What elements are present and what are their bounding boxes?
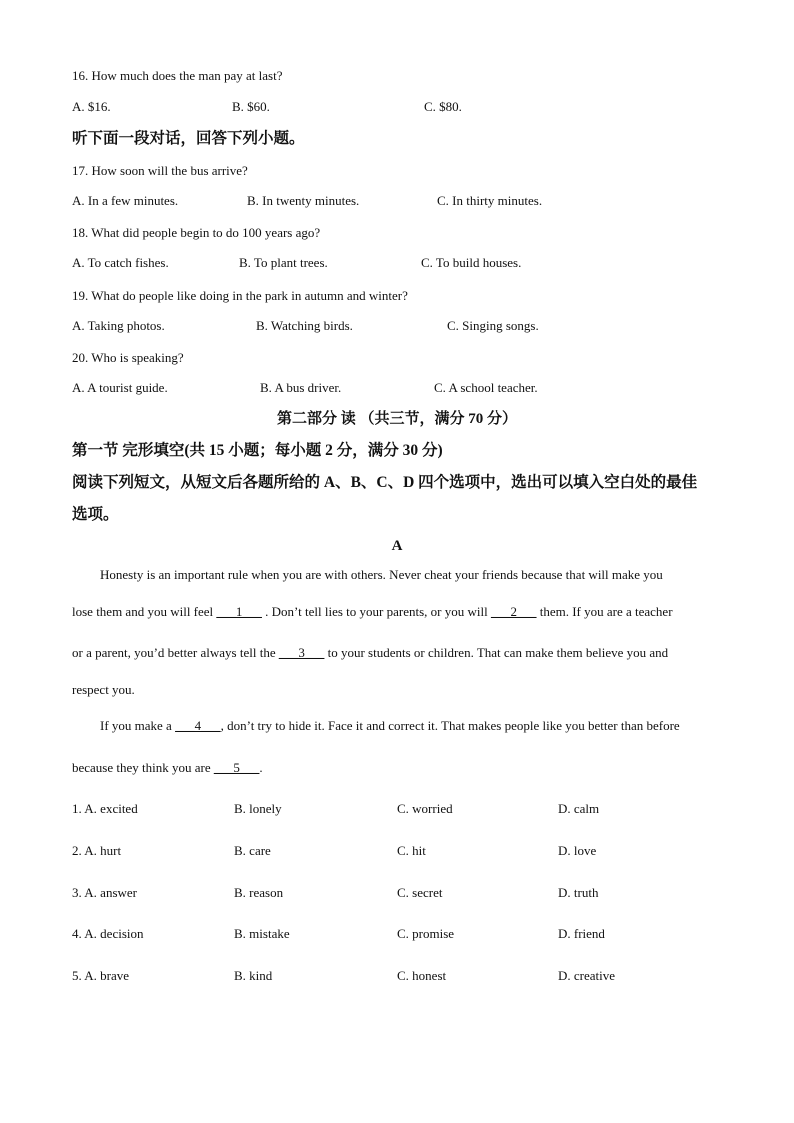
passage-text: lose them and you will feel [72, 604, 217, 619]
q16-option-b: B. $60. [232, 99, 270, 114]
blank-5: ___5___ [213, 760, 260, 775]
cloze-3-option-b: B. reason [234, 885, 284, 900]
q19-option-c: C. Singing songs. [447, 318, 539, 333]
cloze-4-option-d: D. friend [558, 926, 605, 941]
q18-option-c: C. To build houses. [421, 255, 522, 270]
cloze-4-option-a: 4. A. decision [72, 926, 144, 941]
cloze-1-option-b: B. lonely [234, 801, 282, 816]
question-17: 17. How soon will the bus arrive? [72, 163, 248, 178]
passage-line-5 [100, 718, 680, 734]
cloze-2-option-a: 2. A. hurt [72, 843, 122, 858]
q20-option-c: C. A school teacher. [434, 380, 538, 395]
passage-line-6 [72, 760, 263, 776]
cloze-1-option-a: 1. A. excited [72, 801, 138, 816]
blank-3: ___3___ [278, 645, 325, 660]
q17-option-b: B. In twenty minutes. [247, 193, 360, 208]
passage-text: . Don’t tell lies to your parents, or you will [261, 604, 491, 619]
reading-instruction-line-1: 阅读下列短文，从短文后各题所给的 A、B、C、D 四个选项中，选出可以填入空白处的最佳 [72, 474, 698, 491]
cloze-5-option-d: D. creative [558, 968, 616, 983]
cloze-1-option-c: C. worried [397, 801, 453, 816]
passage-text: If you make a [100, 718, 176, 733]
listening-instruction: 听下面一段对话，回答下列小题。 [72, 130, 305, 147]
cloze-3-option-d: D. truth [558, 885, 599, 900]
passage-line-2 [72, 604, 673, 620]
passage-label: A [391, 538, 403, 554]
cloze-2-option-c: C. hit [397, 843, 426, 858]
cloze-5-option-c: C. honest [397, 968, 447, 983]
passage-line-4: respect you. [72, 682, 135, 697]
q16-option-a: A. $16. [72, 99, 111, 114]
passage-text: . [259, 760, 263, 775]
part-title: 第二部分 读 （共三节，满分 70 分） [276, 411, 517, 427]
q19-option-b: B. Watching birds. [256, 318, 353, 333]
passage-text: because they think you are [72, 760, 214, 775]
question-16: 16. How much does the man pay at last? [72, 68, 283, 83]
q18-option-a: A. To catch fishes. [72, 255, 169, 270]
cloze-3-option-c: C. secret [397, 885, 443, 900]
passage-text: them. If you are a teacher [536, 604, 673, 619]
cloze-5-option-b: B. kind [234, 968, 273, 983]
passage-text: or a parent, you’d better always tell the [72, 645, 279, 660]
cloze-4-option-c: C. promise [397, 926, 455, 941]
q20-option-a: A. A tourist guide. [72, 380, 168, 395]
section-title: 第一节 完形填空(共 15 小题；每小题 2 分，满分 30 分) [72, 442, 443, 459]
q17-option-a: A. In a few minutes. [72, 193, 179, 208]
q20-option-b: B. A bus driver. [260, 380, 342, 395]
passage-line-1: Honesty is an important rule when you are with others. Never cheat your friends because that will make you [100, 567, 663, 582]
passage-line-3 [72, 645, 668, 661]
cloze-5-option-a: 5. A. brave [72, 968, 130, 983]
question-18: 18. What did people begin to do 100 years ago? [72, 225, 321, 240]
cloze-1-option-d: D. calm [558, 801, 600, 816]
q16-option-c: C. $80. [424, 99, 462, 114]
blank-1: ___1___ [216, 604, 262, 619]
question-20: 20. Who is speaking? [72, 350, 184, 365]
question-19: 19. What do people like doing in the park in autumn and winter? [72, 288, 408, 303]
q19-option-a: A. Taking photos. [72, 318, 165, 333]
q18-option-b: B. To plant trees. [239, 255, 328, 270]
passage-text: , don’t try to hide it. Face it and correct it. That makes people like you better than before [220, 718, 680, 733]
cloze-2-option-d: D. love [558, 843, 597, 858]
q17-option-c: C. In thirty minutes. [437, 193, 543, 208]
blank-4: ___4___ [175, 718, 221, 733]
cloze-2-option-b: B. care [234, 843, 271, 858]
cloze-4-option-b: B. mistake [234, 926, 290, 941]
reading-instruction-line-2: 选项。 [72, 506, 119, 523]
blank-2: ___2___ [490, 604, 537, 619]
passage-text: to your students or children. That can make them believe you and [324, 645, 669, 660]
cloze-3-option-a: 3. A. answer [72, 885, 137, 900]
